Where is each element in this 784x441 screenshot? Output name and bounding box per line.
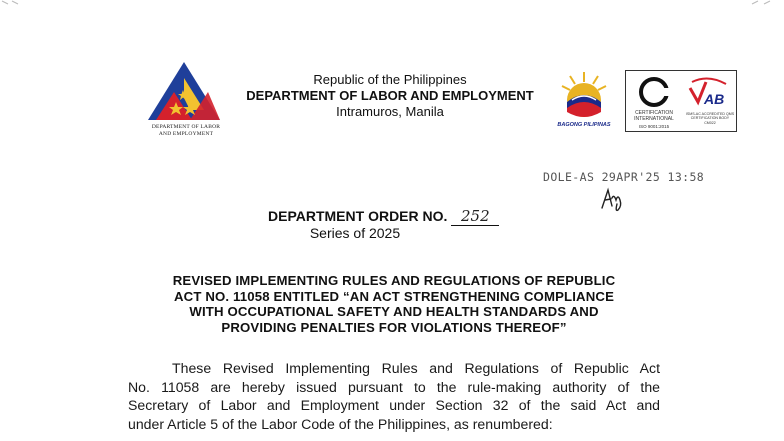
dole-caption-line1: DEPARTMENT OF LABOR: [151, 124, 221, 130]
department-location: Intramuros, Manila: [336, 104, 444, 119]
title-line4: PROVIDING PENALTIES FOR VIOLATIONS THEREOF”: [221, 319, 567, 335]
handwritten-initials-signature: [598, 186, 630, 212]
title-line3: WITH OCCUPATIONAL SAFETY AND HEALTH STANDARDS AND: [189, 304, 599, 319]
body-line3: Secretary of Labor and Employment under Section 32 of the said Act and: [128, 397, 660, 414]
dole-caption-line2: AND EMPLOYMENT: [158, 131, 214, 137]
jab-line1: ISMS-AC ACCREDITED QMS: [685, 112, 735, 116]
certification-text: [626, 110, 682, 122]
body-line1: These Revised Implementing Rules and Regulations of Republic Act: [172, 360, 660, 376]
jab-accreditation-logo-icon: [686, 76, 732, 110]
order-series: Series of 2025: [309, 225, 401, 241]
body-line4: under Article 5 of the Labor Code of the Philippines, as renumbered:: [128, 415, 553, 432]
cert-iso: ISO 9001:2015: [638, 124, 670, 129]
svg-text:AB: AB: [704, 91, 725, 107]
jab-line3: CM022: [704, 120, 716, 125]
cert-line2: INTERNATIONAL: [634, 116, 674, 122]
letterhead: [230, 72, 550, 120]
body-line2: No. 11058 are hereby issued pursuant to the rule-making authority of the: [128, 378, 660, 395]
bagong-pilipinas-logo-icon: [556, 70, 612, 122]
scan-mark-left: [0, 0, 30, 6]
jab-text: [684, 112, 736, 125]
document-title: [128, 273, 660, 335]
received-stamp: DOLE-AS 29APR'25 13:58: [543, 170, 705, 184]
cert-line1: CERTIFICATION: [635, 110, 673, 116]
department-name: DEPARTMENT OF LABOR AND EMPLOYMENT: [246, 88, 534, 103]
bagong-pilipinas-caption: BAGONG PILIPINAS: [557, 122, 611, 128]
scan-mark-right: [748, 0, 778, 6]
intro-paragraph: [128, 359, 660, 433]
order-label: DEPARTMENT ORDER NO.: [268, 208, 448, 224]
jab-line2: CERTIFICATION BODY: [690, 116, 730, 121]
order-number-underline: [451, 207, 499, 226]
order-number: 252: [460, 207, 490, 225]
title-line2: ACT NO. 11058 ENTITLED “AN ACT STRENGTHENING COMPLIANCE: [173, 288, 615, 304]
certification-international-logo-icon: [632, 74, 676, 110]
title-line1: REVISED IMPLEMENTING RULES AND REGULATIONS OF REPUBLIC: [172, 273, 616, 288]
republic-label: Republic of the Philippines: [313, 72, 467, 87]
dole-logo-caption: [140, 124, 232, 138]
department-order-heading: [268, 207, 499, 226]
